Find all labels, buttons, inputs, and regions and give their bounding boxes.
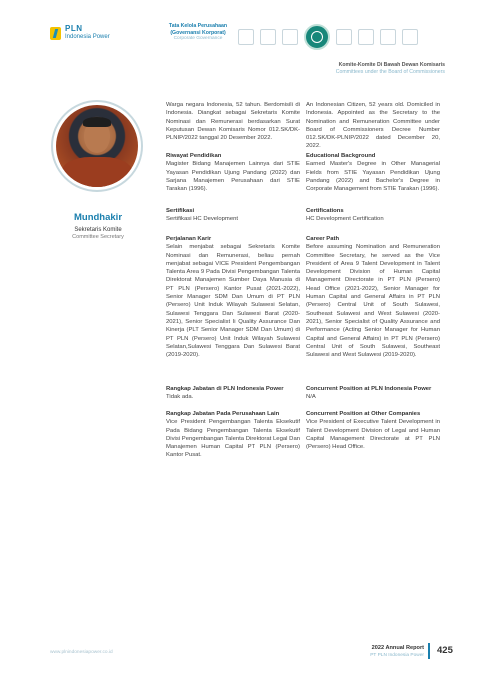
subheader — [336, 62, 445, 76]
footer-report-title: 2022 Annual Report — [371, 645, 424, 651]
chapter-report-icon[interactable] — [282, 29, 298, 45]
footer-report — [370, 645, 424, 659]
career-heading-en: Career Path — [306, 236, 340, 242]
portrait-image — [56, 105, 138, 187]
section-title-line1: Tata Kelola Perusahaan — [168, 23, 228, 29]
pln-logo — [50, 25, 110, 41]
intro-body-id: Warga negara Indonesia, 52 tahun. Berdomisili di Indonesia. Diangkat sebagai Sekretaris Komite Nominasi dan Remunerasi berdasarkan Surat Keputusan Dewan Komisaris Nomor 012.SK/DK-PLNIP/2022 tanggal 20 Desember 2022. — [166, 102, 300, 142]
concurrent-pln-id — [166, 385, 300, 402]
concurrent-other-heading-en: Concurrent Position at Other Companies — [306, 411, 421, 417]
education-heading-en: Educational Background — [306, 153, 376, 159]
chapter-people-icon[interactable] — [336, 29, 352, 45]
intro-id — [166, 101, 300, 142]
education-body-en: Earned Master's Degree in Other Managerial Fields from STIE Yayasan Pendidikan Ujung Pandang (2022) and Bachelor's Degree in Corporate Management from STIE Tarakan (1996). — [306, 161, 440, 193]
intro-en — [306, 101, 440, 151]
profile-role-id: Sekretaris Komite — [74, 227, 122, 233]
chapter-chart-icon[interactable] — [380, 29, 396, 45]
chapter-nav — [238, 24, 418, 50]
certification-en — [306, 207, 440, 224]
concurrent-pln-heading-id: Rangkap Jabatan di PLN Indonesia Power — [166, 386, 284, 392]
pln-lightning-icon — [50, 27, 61, 40]
logo-subtitle: Indonesia Power — [65, 34, 110, 40]
footer-report-subtitle: PT PLN Indonesia Power — [370, 653, 424, 658]
section-title-line2: (Governansi Korporat) — [170, 29, 226, 36]
certification-heading-id: Sertifikasi — [166, 208, 195, 214]
concurrent-other-body-en: Vice President of Executive Talent Development in Talent Development Division of Legal and Human Capital Management Directorate at PT PLN (Persero) Head Office. — [306, 419, 440, 451]
profile-name: Mundhakir — [73, 212, 123, 223]
certification-body-en: HC Development Certification — [306, 216, 384, 223]
career-en — [306, 235, 440, 359]
education-id — [166, 152, 300, 193]
page-number: 425 — [437, 645, 453, 656]
footer-url[interactable]: www.plnindonesiapower.co.id — [50, 650, 113, 655]
certification-heading-en: Certifications — [306, 208, 344, 214]
education-en — [306, 152, 440, 193]
section-title-english: Corporate Governance — [173, 36, 223, 41]
education-body-id: Magister Bidang Manajemen Lainnya dari STIE Yayasan Pendidikan Ujung Pandang (2022) dan Sarjana Manajemen Perusahaan dari STIE Tarakan (1996). — [166, 161, 300, 193]
footer-divider — [428, 643, 430, 659]
career-heading-id: Perjalanan Karir — [166, 236, 212, 242]
subheader-id: Komite-Komite Di Bawah Dewan Komisaris — [338, 62, 445, 68]
concurrent-pln-en — [306, 385, 440, 402]
concurrent-other-heading-id: Rangkap Jabatan Pada Perusahaan Lain — [166, 411, 280, 417]
profile-photo — [51, 100, 143, 192]
career-body-en: Before assuming Nomination and Remuneration Committee Secretary, he served as the Vice President of Area 9 Talent Development in Talent Development Division of Human Capital Management Directorate in PT PLN (Persero) Head Office (2021-2022), Senior Manager for Human Capital and General Affairs in PT PLN (Persero) Central Unit of South Sulawesi, Southeast Sulawesi and West Sulawesi (2020-2021), Senior Specialist of Quality Assurance and Performance (Acting Senior Manager for Human Capital and General Affairs) in PT PLN (Persero) Central Unit of South Sulawesi, Southeast Sulawesi and West Sulawesi (2019-2020). — [306, 244, 440, 359]
chapter-finance-icon[interactable] — [402, 29, 418, 45]
concurrent-pln-body-id: Tidak ada. — [166, 394, 194, 401]
certification-body-id: Sertifikasi HC Development — [166, 216, 239, 223]
profile-role-en: Committee Secretary — [72, 234, 124, 240]
concurrent-other-body-id: Vice President Pengembangan Talenta Eksekutif Pada Bidang Pengembangan Talenta Eksekutif Divisi Pengembangan Talenta Direktorat Legal Dan Manajemen Human Capital PT PLN (Persero) Kantor Pusat. — [166, 419, 300, 459]
logo-title: PLN — [65, 24, 83, 33]
education-heading-id: Riwayat Pendidikan — [166, 153, 222, 159]
concurrent-pln-heading-en: Concurrent Position at PLN Indonesia Power — [306, 386, 432, 392]
chapter-document-icon[interactable] — [238, 29, 254, 45]
chapter-governance-icon-active[interactable] — [304, 24, 330, 50]
section-title — [168, 23, 228, 43]
concurrent-other-en — [306, 410, 440, 451]
chapter-building-icon[interactable] — [260, 29, 276, 45]
career-body-id: Selain menjabat sebagai Sekretaris Komite Nominasi dan Remunerasi, beliau pernah menjabat sebagai VICE President Pengembangan Talenta Area 9 Pada Divisi Pengembangan Talenta Direktorat Manajemen Sumber Daya Manusia di PT PLN (Persero) Kantor Pusat (2021-2022), Senior Manager SDM Dan Umum di PT PLN (Persero) Unit Induk Wilayah Sulawesi Selatan, Sulawesi Tenggara Dan Sulawesi Barat (2020-2021), Senior Specialist Ii Quality Assurance Dan Kinerja (PLT Senior Manager SDM Dan Umum) di PT PLN (Persero) Unit Induk Wilayah Sulawesi Selatan,Sulawesi Tenggara Dan Sulawesi Barat (2019-2020). — [166, 244, 300, 359]
concurrent-pln-body-en: N/A — [306, 394, 316, 401]
concurrent-other-id — [166, 410, 300, 460]
chapter-globe-icon[interactable] — [358, 29, 374, 45]
certification-id — [166, 207, 300, 224]
subheader-en: Committees under the Board of Commissioners — [335, 69, 445, 75]
intro-body-en: An Indonesian Citizen, 52 years old. Domiciled in Indonesia. Appointed as the Secretary to the Nomination and Remuneration Committee under Board of Commissioners Decree Number 012.SK/DK-PLNIP/2022 dated December 20, 2022. — [306, 102, 440, 150]
career-id — [166, 235, 300, 359]
